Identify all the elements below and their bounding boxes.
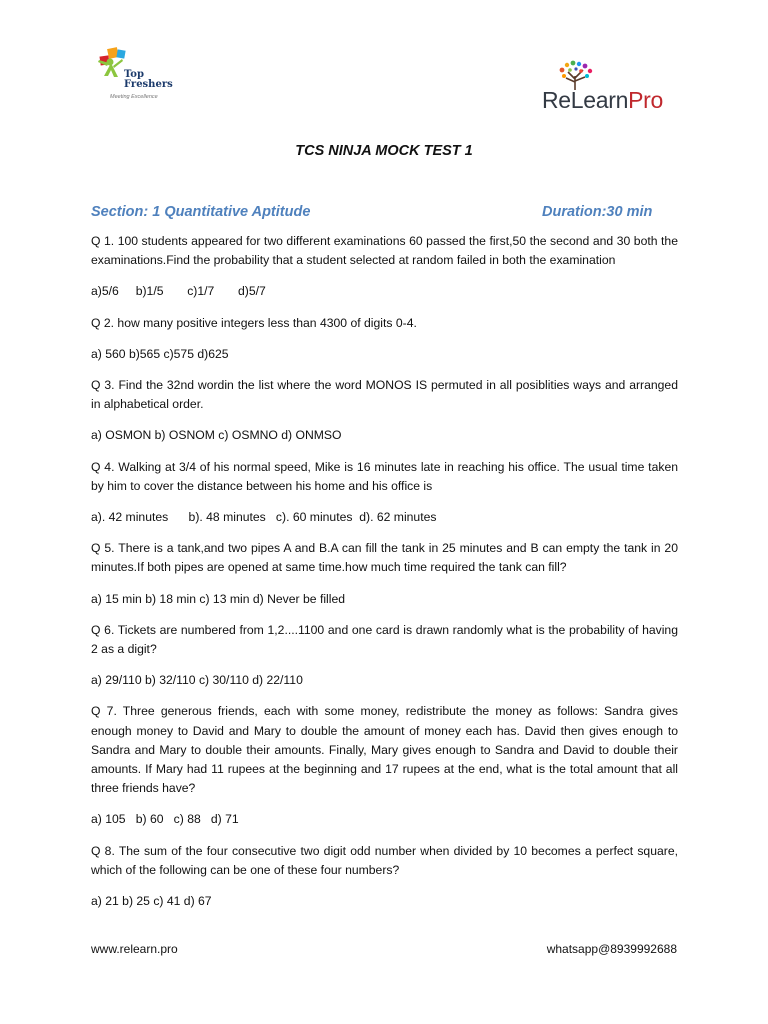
logo-name-line1: Top — [124, 69, 144, 80]
section-duration: Duration:30 min — [542, 204, 653, 220]
top-freshers-tagline: Meeting Excellence — [110, 94, 158, 100]
top-freshers-name — [124, 70, 173, 90]
question-item — [91, 702, 678, 829]
question-options: a) 29/110 b) 32/110 c) 30/110 d) 22/110 — [91, 673, 303, 688]
top-freshers-logo — [90, 44, 200, 104]
question-text: Q 2. how many positive integers less than 4300 of digits 0-4. — [91, 315, 417, 330]
question-item — [91, 539, 678, 609]
question-item — [91, 458, 678, 528]
question-options: a) 15 min b) 18 min c) 13 min d) Never be filled — [91, 591, 346, 606]
question-options: a) 21 b) 25 c) 41 d) 67 — [91, 894, 212, 909]
question-options: a)5/6 b)1/5 c)1/7 d)5/7 — [91, 284, 266, 299]
question-item — [91, 314, 678, 364]
question-options: a) 105 b) 60 c) 88 d) 71 — [91, 812, 239, 827]
question-text: Q 5. There is a tank,and two pipes A and B.A can fill the tank in 25 minutes and B can empty the tank in 20 minutes.If both pipes are opened at same time.how much time required the tank can fill? — [91, 541, 678, 575]
question-text: Q 4. Walking at 3/4 of his normal speed, Mike is 16 minutes late in reaching his office. The usual time taken by him to cover the distance between his home and his office is — [91, 459, 678, 493]
section-header — [91, 204, 671, 224]
question-options: a) 560 b)565 c)575 d)625 — [91, 346, 229, 361]
question-item — [91, 376, 678, 446]
question-text: Q 6. Tickets are numbered from 1,2....1100 and one card is drawn randomly what is the probability of having 2 as a digit? — [91, 622, 678, 657]
section-name: Section: 1 Quantitative Aptitude — [91, 204, 311, 220]
question-item — [91, 621, 678, 691]
logo-name-accent: Pro — [628, 87, 664, 113]
logo-name-main: ReLearn — [542, 87, 629, 113]
question-text: Q 7. Three generous friends, each with some money, redistribute the money as follows: Sandra gives enough money to David and Mary to double the amount of money each has. David then gives enough to Sandra and Mary to double their amounts. Finally, Mary gives enough to Sandra and David to double their amounts. If Mary had 11 rupees at the beginning and 17 rupees at the end, what is the total amount that all three friends have? — [91, 704, 678, 796]
question-options: a) OSMON b) OSNOM c) OSMNO d) ONMSO — [91, 428, 342, 443]
question-item — [91, 842, 678, 912]
question-item — [91, 232, 678, 302]
question-options: a). 42 minutes b). 48 minutes c). 60 minutes d). 62 minutes — [91, 510, 437, 525]
relearn-pro-logo — [542, 60, 682, 118]
questions-list — [91, 232, 678, 923]
footer-website: www.relearn.pro — [91, 942, 178, 956]
page-title: TCS NINJA MOCK TEST 1 — [295, 143, 473, 159]
question-text: Q 3. Find the 32nd wordin the list where the word MONOS IS permuted in all posiblities ways and arranged in alphabetical order. — [91, 378, 678, 412]
question-text: Q 1. 100 students appeared for two different examinations 60 passed the first,50 the second and 30 both the examinations.Find the probability that a student selected at random failed in both the examination — [91, 234, 678, 268]
question-text: Q 8. The sum of the four consecutive two digit odd number when divided by 10 becomes a perfect square, which of the following can be one of these four numbers? — [91, 843, 678, 877]
logo-name-line2: Freshers — [124, 79, 173, 90]
relearn-pro-wordmark — [542, 87, 663, 114]
tree-icon — [554, 60, 596, 90]
footer-whatsapp: whatsapp@8939992688 — [546, 942, 677, 956]
